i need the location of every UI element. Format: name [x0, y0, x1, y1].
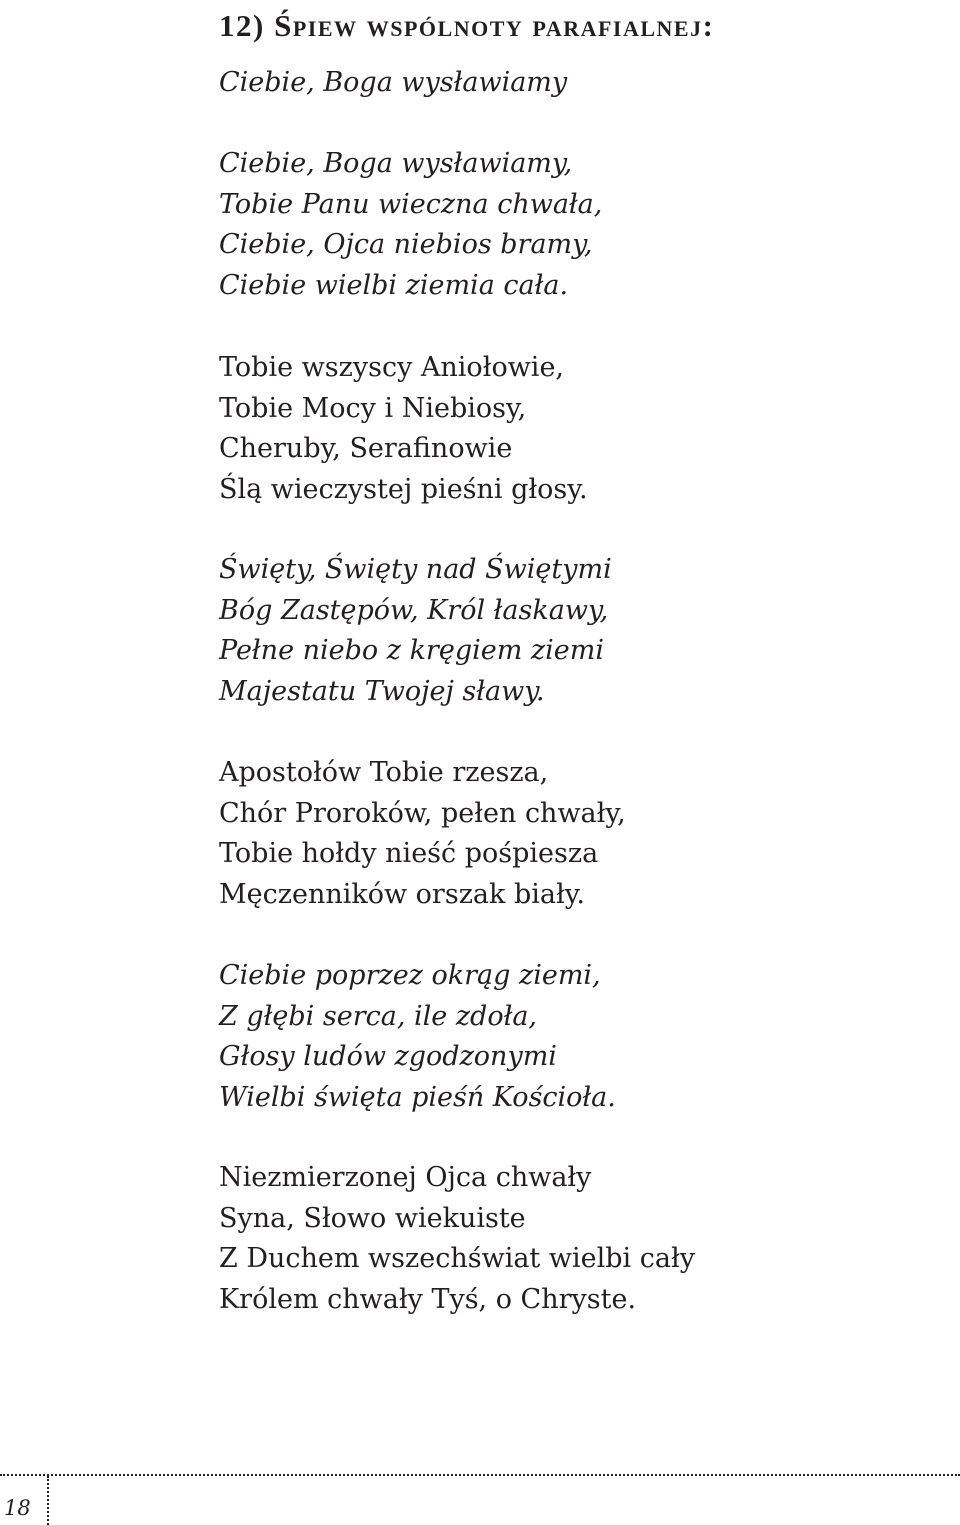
stanza-line: Chór Proroków, pełen chwały,	[219, 797, 626, 829]
stanza-line: Ciebie wielbi ziemia cała.	[219, 269, 569, 301]
stanza-1	[219, 144, 602, 306]
stanza-line: Wielbi święta pieśń Kościoła.	[219, 1081, 616, 1113]
stanza-3	[219, 550, 612, 712]
stanza-5	[219, 956, 616, 1118]
stanza-line: Z głębi serca, ile zdoła,	[219, 1000, 538, 1032]
stanza-line: Cheruby, Serafinowie	[219, 433, 513, 464]
stanza-line: Ślą wieczystej pieśni głosy.	[219, 473, 588, 505]
stanza-line: Ciebie poprzez okrąg ziemi,	[219, 960, 601, 991]
stanza-line: Tobie wszyscy Aniołowie,	[219, 352, 565, 383]
stanza-6	[219, 1158, 695, 1320]
stanza-line: Majestatu Twojej sławy.	[219, 675, 545, 707]
stanza-line: Apostołów Tobie rzesza,	[219, 757, 549, 788]
stanza-line: Z Duchem wszechświat wielbi cały	[219, 1243, 695, 1274]
stanza-line: Tobie hołdy nieść pośpiesza	[219, 838, 599, 869]
stanza-line: Głosy ludów zgodzonymi	[219, 1041, 557, 1072]
stanza-2	[219, 348, 588, 510]
stanza-line: Tobie Panu wieczna chwała,	[219, 188, 603, 220]
stanza-line: Święty, Święty nad Świętymi	[219, 554, 612, 585]
stanza-line: Tobie Mocy i Niebiosy,	[219, 392, 527, 424]
footer-dotted-rule	[0, 1474, 960, 1476]
stanza-line: Męczenników orszak biały.	[219, 878, 585, 910]
page-number: 18	[4, 1496, 31, 1520]
stanza-line: Bóg Zastępów, Król łaskawy,	[219, 594, 609, 626]
stanza-line: Ciebie, Boga wysławiamy,	[219, 148, 573, 179]
song-title: Ciebie, Boga wysławiamy	[219, 67, 568, 98]
stanza-line: Pełne niebo z kręgiem ziemi	[219, 635, 604, 666]
stanza-line: Niezmierzonej Ojca chwały	[219, 1162, 592, 1193]
footer-dotted-divider	[47, 1476, 49, 1525]
stanza-line: Ciebie, Ojca niebios bramy,	[219, 229, 593, 260]
stanza-line: Syna, Słowo wiekuiste	[219, 1202, 526, 1234]
section-heading: 12) Śpiew wspólnoty parafialnej:	[219, 8, 715, 43]
stanza-4	[219, 753, 626, 915]
stanza-line: Królem chwały Tyś, o Chryste.	[219, 1283, 637, 1315]
